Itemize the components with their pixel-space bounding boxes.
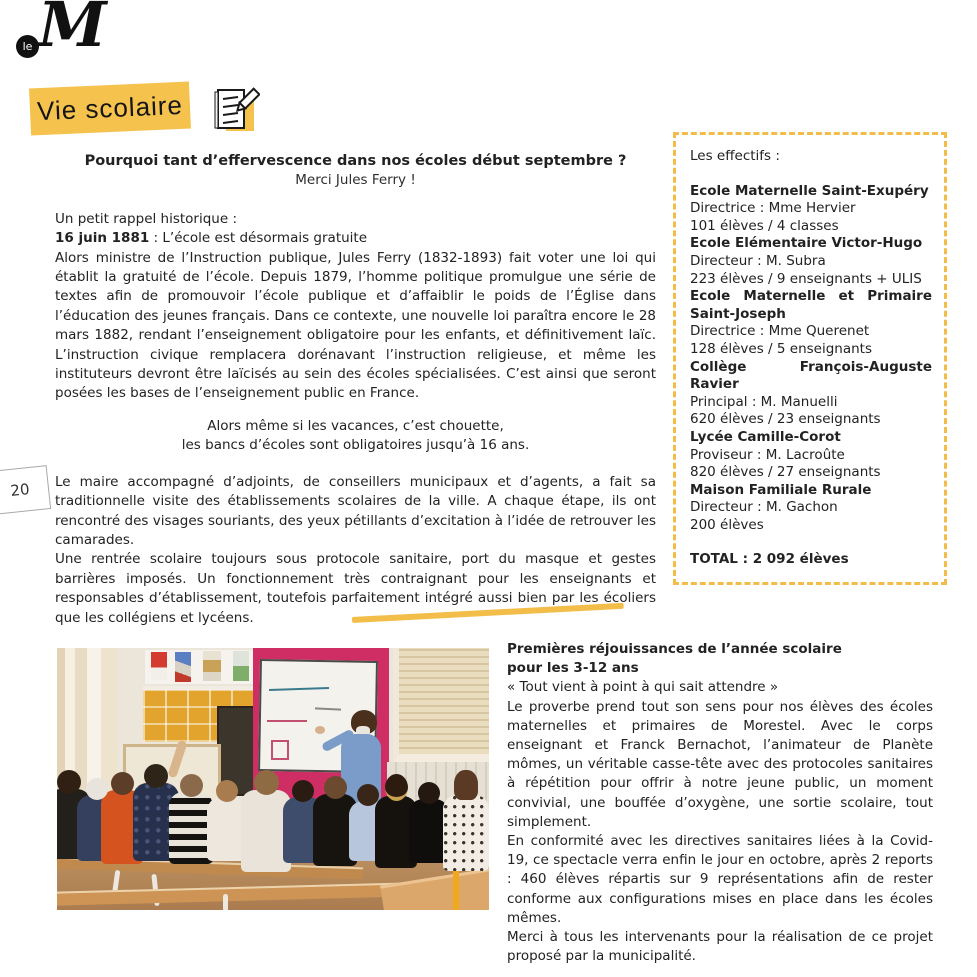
school-name: Collège François-Auguste Ravier: [690, 358, 932, 393]
photo-article-paragraph-3: Merci à tous les intervenants pour la réalisation de ce projet proposé par la municipalité.: [507, 929, 933, 965]
photo-poster: [203, 651, 221, 681]
school-entry: [690, 482, 932, 535]
school-director: Proviseur : M. Lacroûte: [690, 446, 845, 463]
photo-poster: [233, 651, 249, 681]
section-label-vie-scolaire: [29, 82, 191, 136]
article-date-rest: : L’école est désormais gratuite: [149, 230, 368, 247]
article-centered-quote: [55, 417, 656, 456]
school-entry: [690, 183, 932, 236]
school-director: Directrice : Mme Hervier: [690, 200, 856, 217]
main-article: [55, 152, 656, 628]
school-numbers: 820 élèves / 27 enseignants: [690, 464, 881, 481]
school-entry: [690, 429, 932, 482]
sidebar-total: TOTAL : 2 092 élèves: [690, 551, 849, 568]
magazine-logo: [14, 2, 134, 82]
photo-whiteboard-marks: [271, 740, 289, 760]
photo-poster: [151, 652, 167, 680]
photo-article: [507, 640, 933, 966]
school-director: Directeur : M. Gachon: [690, 499, 838, 516]
logo-le-text: le: [22, 40, 33, 53]
school-numbers: 223 élèves / 9 enseignants + ULIS: [690, 270, 922, 287]
article-date-line: [55, 229, 656, 248]
school-director: Directeur : M. Subra: [690, 252, 826, 269]
photo-poster: [175, 652, 191, 682]
notepad-pencil-icon: [212, 86, 260, 136]
quote-line-2: les bancs d’écoles sont obligatoires jusqu’à 16 ans.: [181, 437, 530, 454]
school-name: Lycée Camille-Corot: [690, 428, 841, 445]
section-label-text: Vie scolaire: [36, 89, 184, 127]
school-entry: [690, 359, 932, 429]
article-subtitle: Merci Jules Ferry !: [295, 172, 416, 189]
article-paragraph-3: Une rentrée scolaire toujours sous protocole sanitaire, port du masque et gestes barrières imposés. Un fonctionnement très contraignant pour les enseignants et responsables d’établissement, toutefois parfaitement intégré aussi bien par les écoliers que les collégiens et lycéens.: [55, 551, 656, 626]
school-director: Directrice : Mme Querenet: [690, 323, 870, 340]
article-date-bold: 16 juin 1881: [55, 230, 150, 247]
page-number-box: [0, 465, 51, 515]
photo-article-paragraph-1: Le proverbe prend tout son sens pour nos élèves des écoles maternelles et primaires de Morestel. Avec le corps enseignant et Franck Bernachot, l’animateur de Planète mômes, un véritable casse-tête avec des protocoles sanitaires à répétition pour offrir à notre jeune public, un moment convivial, une bouffée d’oxygène, une sortie scolaire, tout simplement.: [507, 698, 933, 830]
photo-article-paragraph-2: En conformité avec les directives sanitaires liées à la Covid-19, ce spectacle verra enfin le jour en octobre, après 2 reports : 460 élèves répartis sur 9 représentations afin de rester conforme aux configurations mises en place dans les écoles mêmes.: [507, 833, 933, 926]
quote-line-1: Alors même si les vacances, c’est chouette,: [207, 417, 504, 434]
article-intro: Un petit rappel historique :: [55, 210, 238, 227]
school-numbers: 128 élèves / 5 enseignants: [690, 340, 872, 357]
school-name: Ecole Maternelle et Primaire Saint-Joseph: [690, 288, 932, 322]
school-entry: [690, 235, 932, 288]
photo-window-right: [393, 648, 489, 762]
school-numbers: 101 élèves / 4 classes: [690, 217, 839, 234]
school-numbers: 200 élèves: [690, 516, 764, 533]
article-paragraph-2: Le maire accompagné d’adjoints, de conseillers municipaux et d’agents, a fait sa traditionnelle visite des établissements scolaires de la ville. A chaque étape, ils ont rencontré des visages souriants, des yeux pétillants d’excitation à l’idée de retrouver les camarades.: [55, 473, 656, 548]
photo-article-title-line2: pour les 3-12 ans: [507, 660, 639, 677]
article-title: Pourquoi tant d’effervescence dans nos écoles début septembre ?: [84, 153, 627, 169]
page-number: 20: [9, 480, 31, 500]
sidebar-title: Les effectifs :: [690, 148, 780, 164]
photo-child: [443, 770, 489, 871]
photo-article-quote: « Tout vient à point à qui sait attendre »: [507, 679, 779, 696]
photo-whiteboard-marks: [267, 720, 307, 722]
school-name: Maison Familiale Rurale: [690, 481, 872, 498]
school-numbers: 620 élèves / 23 enseignants: [690, 411, 881, 428]
school-name: Ecole Maternelle Saint-Exupéry: [690, 182, 929, 199]
effectifs-sidebar: [673, 132, 947, 585]
article-paragraph-1: Alors ministre de l’Instruction publique, Jules Ferry (1832-1893) fait voter une loi qui établit la gratuité de l’école. Depuis 1879, l’homme politique promulgue une série de textes afin de promouvoir l’école publique et d’affaiblir le poids de l’Église dans l’éducation des jeunes français. Dans ce contexte, une nouvelle loi paraîtra encore le 28 mars 1882, rendant l’enseignement obligatoire pour les enfants, et définitivement laïc. L’instruction civique remplacera dorénavant l’instruction religieuse, et même les instituteurs devront être laïcisés au sein des écoles spécialisées. C’est ainsi que seront posées les bases de l’enseignement public en France.: [55, 249, 656, 402]
classroom-photo: [57, 648, 489, 910]
school-name: Ecole Elémentaire Victor-Hugo: [690, 235, 923, 252]
school-entry: [690, 288, 932, 358]
school-director: Principal : M. Manuelli: [690, 393, 838, 410]
photo-article-title: [507, 640, 933, 678]
photo-bench-leg: [223, 894, 228, 910]
photo-article-title-line1: Premières réjouissances de l’année scolaire: [507, 641, 842, 657]
logo-m-letter: M: [38, 0, 107, 61]
logo-le-circle: [16, 35, 39, 58]
